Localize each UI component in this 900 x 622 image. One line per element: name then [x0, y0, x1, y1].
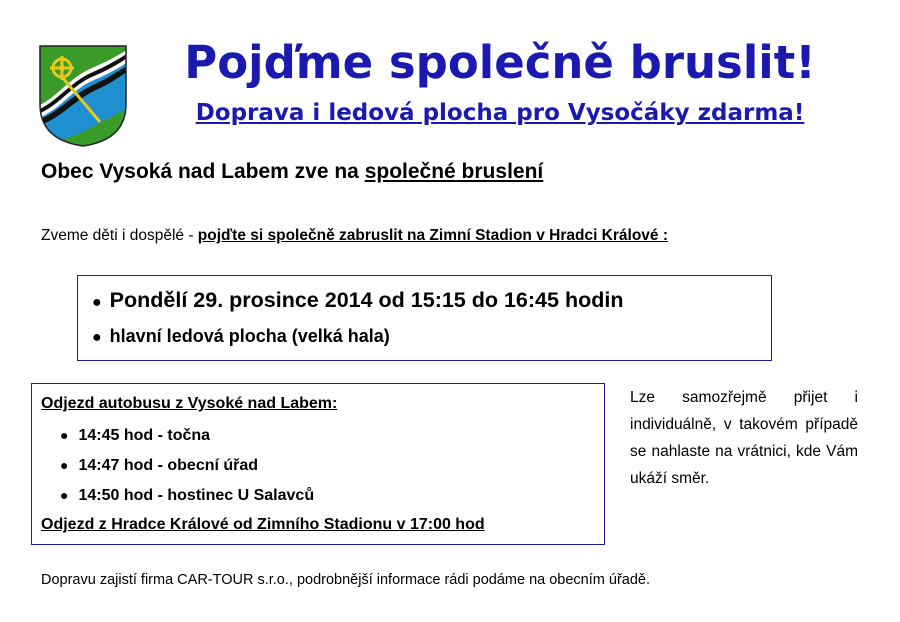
bullet-icon: ●	[92, 329, 102, 346]
bullet-icon: ●	[92, 294, 102, 311]
event-venue-text: hlavní ledová plocha (velká hala)	[109, 326, 390, 346]
bus-stop-item	[60, 454, 258, 477]
event-details-box	[77, 275, 772, 361]
bus-schedule-heading: Odjezd autobusu z Vysoké nad Labem:	[41, 395, 338, 412]
bus-schedule-box	[31, 383, 605, 545]
bus-stop-text: 14:45 hod - točna	[78, 427, 211, 444]
return-departure-line: Odjezd z Hradce Králové od Zimního Stadionu v 17:00 hod	[41, 516, 485, 533]
bullet-icon: ●	[60, 457, 69, 473]
event-date-text: Pondělí 29. prosince 2014 od 15:15 do 16:45 hodin	[109, 288, 624, 312]
intro-line	[41, 225, 668, 247]
bullet-icon: ●	[60, 427, 69, 443]
invitation-text: Obec Vysoká nad Labem zve na	[41, 160, 365, 183]
page-title: Pojďme společně bruslit!	[184, 36, 816, 89]
bus-stop-text: 14:47 hod - obecní úřad	[78, 457, 259, 474]
intro-text: Zveme děti i dospělé -	[41, 227, 198, 244]
invitation-line	[41, 157, 543, 187]
event-date-item	[92, 286, 623, 317]
bus-stop-item	[60, 424, 210, 447]
bullet-icon: ●	[60, 487, 69, 503]
invitation-event-name: společné bruslení	[364, 160, 544, 183]
footer-transport-info: Dopravu zajistí firma CAR-TOUR s.r.o., podrobnější informace rádi podáme na obecním úřadě.	[41, 572, 650, 588]
village-coat-of-arms-logo	[38, 44, 128, 148]
bus-stop-text: 14:50 hod - hostinec U Salavců	[78, 487, 315, 504]
intro-emphasis: pojďte si společně zabruslit na Zimní Stadion v Hradci Králové :	[197, 227, 669, 244]
page-subtitle: Doprava i ledová plocha pro Vysočáky zdarma!	[195, 100, 805, 126]
event-venue-item	[92, 323, 390, 351]
bus-stop-item	[60, 484, 314, 507]
individual-arrival-note: Lze samozřejmě přijet i individuálně, v takovém případě se nahlaste na vrátnici, kde Vám ukáží směr.	[630, 389, 858, 487]
